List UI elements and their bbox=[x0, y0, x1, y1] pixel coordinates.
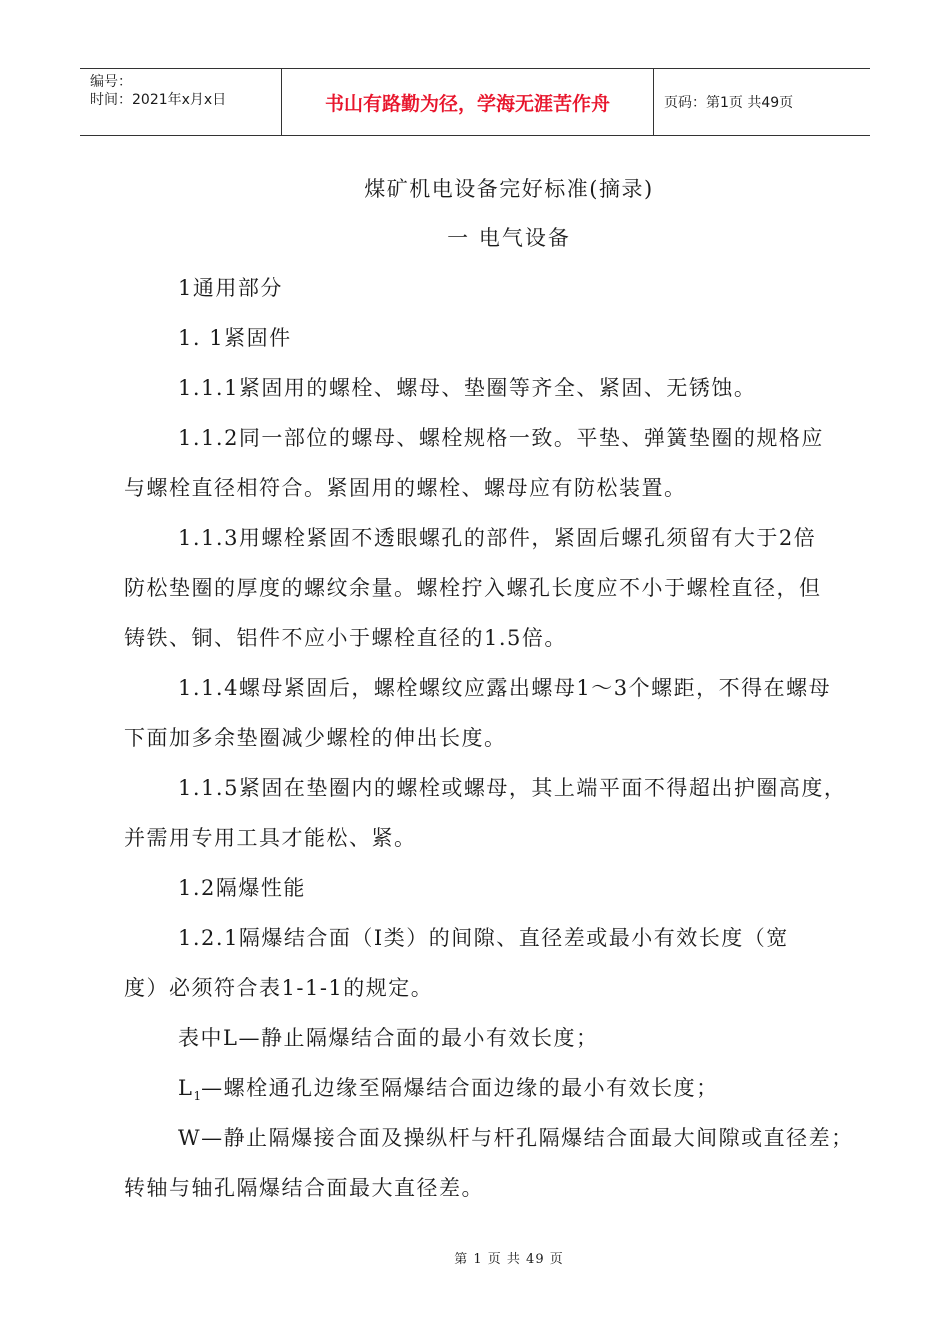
header-meta bbox=[80, 69, 282, 135]
section-heading: 一 电气设备 bbox=[447, 226, 571, 250]
paragraph-line: 表中L—静止隔爆结合面的最小有效长度； bbox=[178, 1026, 599, 1050]
document-header bbox=[80, 68, 870, 136]
number-label: 编号： bbox=[90, 74, 132, 90]
paragraph-line: 1.1.5紧固在垫圈内的螺栓或螺母，其上端平面不得超出护圈高度， bbox=[178, 776, 847, 800]
page-footer: 第 1 页 共 49 页 bbox=[454, 1252, 564, 1267]
paragraph-line: 1通用部分 bbox=[178, 276, 283, 300]
paragraph-line: 1.1.2同一部位的螺母、螺栓规格一致。平垫、弹簧垫圈的规格应 bbox=[178, 426, 824, 450]
paragraph-line: 1. 1紧固件 bbox=[178, 326, 292, 350]
header-motto: 书山有路勤为径，学海无涯苦作舟 bbox=[282, 69, 654, 135]
paragraph-line: 与螺栓直径相符合。紧固用的螺栓、螺母应有防松装置。 bbox=[124, 476, 687, 500]
paragraph-line: 铸铁、铜、铝件不应小于螺栓直径的1.5倍。 bbox=[124, 626, 567, 650]
paragraph-line: 1.1.3用螺栓紧固不透眼螺孔的部件，紧固后螺孔须留有大于2倍 bbox=[178, 526, 817, 550]
paragraph-line: 防松垫圈的厚度的螺纹余量。螺栓拧入螺孔长度应不小于螺栓直径，但 bbox=[124, 576, 822, 600]
paragraph-line: 1.1.4螺母紧固后，螺栓螺纹应露出螺母1～3个螺距，不得在螺母 bbox=[178, 676, 832, 700]
paragraph-line: 下面加多余垫圈减少螺栓的伸出长度。 bbox=[124, 726, 507, 750]
paragraph-line: 转轴与轴孔隔爆结合面最大直径差。 bbox=[124, 1176, 484, 1200]
l1-symbol: L bbox=[178, 1076, 194, 1100]
paragraph-line: 度）必须符合表1-1-1的规定。 bbox=[124, 976, 434, 1000]
paragraph-line: 并需用专用工具才能松、紧。 bbox=[124, 826, 417, 850]
paragraph-line: W—静止隔爆接合面及操纵杆与杆孔隔爆结合面最大间隙或直径差； bbox=[178, 1126, 854, 1150]
l1-subscript: 1 bbox=[193, 1089, 202, 1104]
l1-definition: —螺栓通孔边缘至隔爆结合面边缘的最小有效长度； bbox=[201, 1076, 719, 1100]
paragraph-line: 1.1.1紧固用的螺栓、螺母、垫圈等齐全、紧固、无锈蚀。 bbox=[178, 376, 757, 400]
paragraph-line: 1.2.1隔爆结合面（Ⅰ类）的间隙、直径差或最小有效长度（宽 bbox=[178, 926, 789, 950]
document-title: 煤矿机电设备完好标准(摘录) bbox=[364, 177, 654, 201]
header-page-info: 页码：第1页 共49页 bbox=[664, 95, 794, 111]
paragraph-line: 1.2隔爆性能 bbox=[178, 876, 306, 900]
time-label: 时间：2021年x月x日 bbox=[90, 92, 227, 108]
paragraph-line-l1 bbox=[178, 1072, 719, 1103]
